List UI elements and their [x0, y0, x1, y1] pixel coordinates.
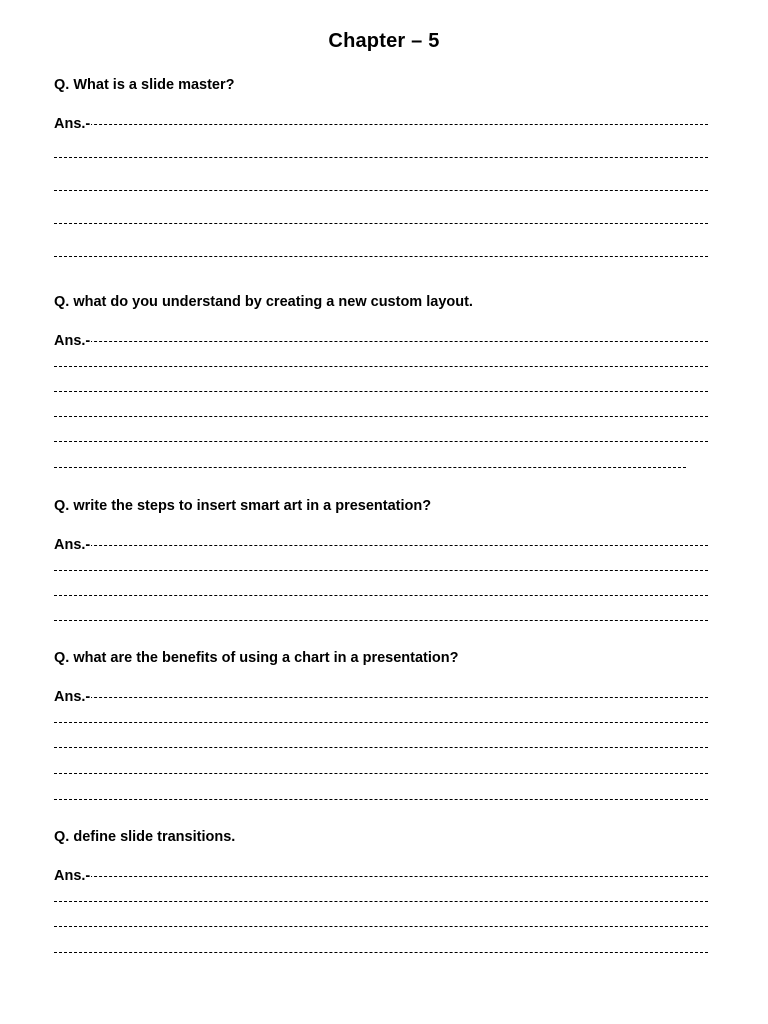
question-4: Q. what are the benefits of using a chart in a presentation?	[54, 650, 459, 666]
question-3: Q. write the steps to insert smart art in a presentation?	[54, 498, 432, 514]
answer-line	[54, 416, 708, 417]
answer-line	[54, 366, 708, 367]
answer-line	[54, 876, 708, 877]
answer-line	[54, 926, 708, 927]
answer-line	[54, 570, 708, 571]
answer-line	[54, 901, 708, 902]
answer-line	[54, 157, 708, 158]
answer-line	[54, 595, 708, 596]
answer-line	[54, 441, 708, 442]
answer-label: Ans.-	[54, 537, 91, 553]
question-5: Q. define slide transitions.	[54, 829, 236, 845]
answer-line	[54, 722, 708, 723]
answer-line	[54, 747, 708, 748]
answer-line	[54, 190, 708, 191]
question-1: Q. What is a slide master?	[54, 77, 235, 93]
question-2: Q. what do you understand by creating a new custom layout.	[54, 294, 473, 310]
answer-line	[54, 952, 708, 953]
answer-line	[54, 620, 708, 621]
answer-line	[54, 124, 708, 125]
answer-line	[54, 223, 708, 224]
answer-label: Ans.-	[54, 333, 91, 349]
page-title: Chapter – 5	[328, 30, 440, 52]
answer-line	[54, 773, 708, 774]
answer-label: Ans.-	[54, 689, 91, 705]
answer-label: Ans.-	[54, 868, 91, 884]
answer-line	[54, 545, 708, 546]
answer-line	[54, 391, 708, 392]
answer-line	[54, 799, 708, 800]
answer-label: Ans.-	[54, 116, 91, 132]
answer-line	[54, 256, 708, 257]
answer-line	[54, 467, 686, 468]
answer-line	[54, 697, 708, 698]
answer-line	[54, 341, 708, 342]
